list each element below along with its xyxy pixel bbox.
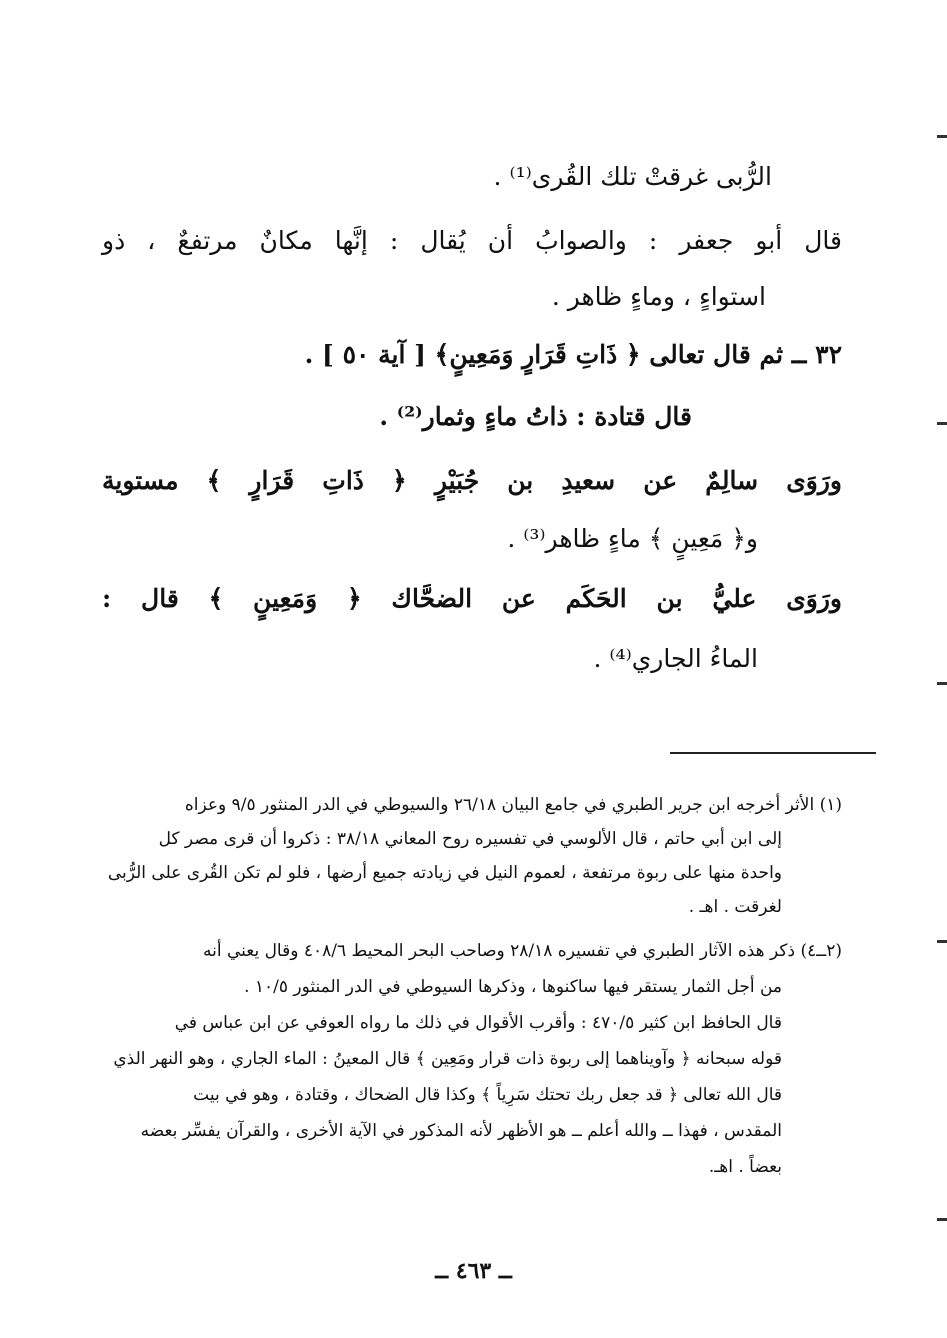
verse-heading: ٣٢ ــ ثم قال تعالى ﴿ ذَاتِ قَرَارٍ وَمَعِينٍ﴾ [ آية ٥٠ ] .: [304, 340, 842, 369]
text-line-1: الرُّبى غرقتْ تلك القُرى⁽¹⁾ .: [493, 162, 772, 191]
margin-mark: [937, 135, 947, 138]
text-line-5: قال قتادة : ذاتُ ماءٍ وثمار⁽²⁾ .: [379, 402, 692, 431]
footnote-2-line-4: قوله سبحانه ﴿ وآويناهما إلى ربوة ذات قرار ومَعِين ﴾ قال المعينُ : الماء الجاري ، وهو النهر الذي: [113, 1049, 782, 1069]
footnote-2-line-1: (٢ــ٤) ذكر هذه الآثار الطبري في تفسيره ٢٨/١٨ وصاحب البحر المحيط ٤٠٨/٦ وقال يعني أنه: [202, 941, 842, 961]
margin-mark: [937, 422, 947, 425]
text-line-2: قال أبو جعفر : والصوابُ أن يُقال : إنَّها مكانٌ مرتفعٌ ، ذو: [102, 226, 842, 255]
footnote-2-line-5: قال الله تعالى ﴿ قد جعل ربك تحتك سَرِياً ﴾ وكذا قال الضحاك ، وقتادة ، وهو في بيت: [193, 1085, 782, 1105]
margin-mark: [937, 1218, 947, 1221]
footnote-separator: [670, 752, 876, 754]
footnote-2-line-7: بعضاً . اهـ.: [708, 1157, 782, 1177]
text-line-7: و﴿ مَعِينٍ ﴾ ماءٍ ظاهر⁽³⁾ .: [507, 524, 758, 553]
text-line-8: ورَوَى عليُّ بن الحَكَم عن الضحَّاك ﴿ وَمَعِينٍ ﴾ قال :: [102, 584, 842, 613]
footnote-1-line-1: (١) الأثر أخرجه ابن جرير الطبري في جامع البيان ٢٦/١٨ والسيوطي في الدر المنثور ٩/٥ وعزاه: [184, 795, 842, 815]
footnote-2-line-6: المقدس ، فهذا ــ والله أعلم ــ هو الأظهر لأنه المذكور في الآية الأخرى ، والقرآن يفسِّر بعضه: [140, 1121, 782, 1141]
footnote-1-line-2: إلى ابن أبي حاتم ، قال الألوسي في تفسيره روح المعاني ٣٨/١٨ : ذكروا أن قرى مصر كل: [158, 829, 782, 849]
text-line-3: استواءٍ ، وماءٍ ظاهر .: [551, 282, 766, 311]
footnote-1-line-3: واحدة منها على ربوة مرتفعة ، لعموم النيل في زيادته جميع أرضها ، فلو لم تكن القُرى على الرُّبى: [107, 863, 782, 883]
text-line-9: الماءُ الجاري⁽⁴⁾ .: [593, 644, 758, 673]
footnote-2-line-3: قال الحافظ ابن كثير ٤٧٠/٥ : وأقرب الأقوال في ذلك ما رواه العوفي عن ابن عباس في: [174, 1013, 782, 1033]
margin-mark: [937, 940, 947, 943]
footnote-2-line-2: من أجل الثمار يستقر فيها ساكنوها ، وذكرها السيوطي في الدر المنثور ١٠/٥ .: [244, 977, 782, 997]
text-line-6: ورَوَى سالِمٌ عن سعيدِ بن جُبَيْرٍ ﴿ ذَاتِ قَرَارٍ ﴾ مستوية: [102, 466, 842, 495]
margin-mark: [937, 682, 947, 685]
page-number: ــ ٤٦٣ ــ: [435, 1258, 512, 1284]
footnote-1-line-4: لغرقت . اهـ .: [688, 897, 782, 917]
